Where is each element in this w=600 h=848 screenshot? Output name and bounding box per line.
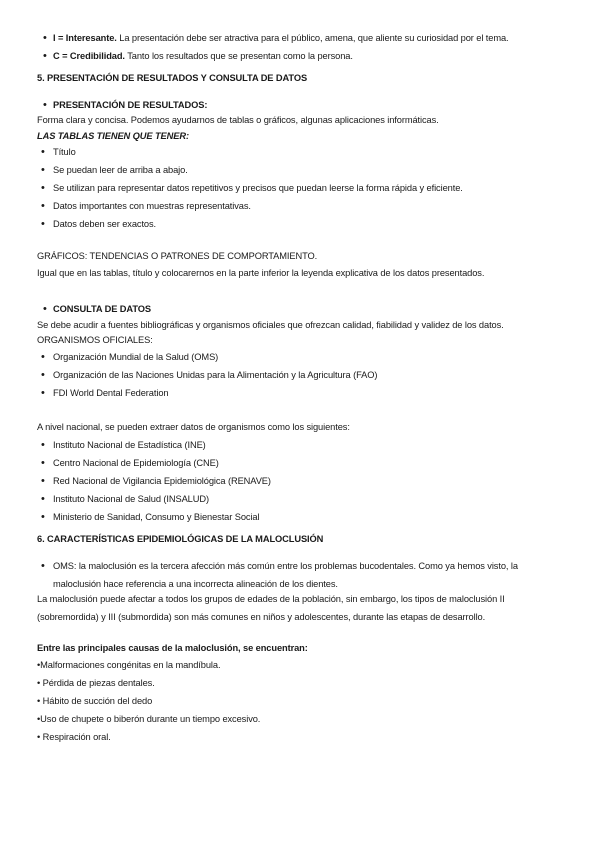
list-item: • Ministerio de Sanidad, Consumo y Bienestar Social — [37, 511, 559, 524]
bullet-text: La presentación debe ser atractiva para el público, amena, que aliente su curiosidad por el tema. — [116, 33, 509, 43]
organismos-label: ORGANISMOS OFICIALES: — [37, 335, 153, 345]
list-item: • Organización Mundial de la Salud (OMS) — [37, 351, 559, 364]
oms-list — [37, 560, 559, 591]
list-item — [37, 303, 559, 316]
causa-item: •Malformaciones congénitas en la mandíbula. — [37, 660, 221, 670]
bullet-label: C = Credibilidad. — [53, 51, 125, 61]
list-item: • Instituto Nacional de Salud (INSALUD) — [37, 493, 559, 506]
nacional-intro: A nivel nacional, se pueden extraer datos de organismos como los siguientes: — [37, 422, 350, 432]
causa-item: • Hábito de succión del dedo — [37, 696, 153, 706]
list-item — [37, 50, 559, 63]
tablas-heading: LAS TABLAS TIENEN QUE TENER: — [37, 131, 189, 141]
list-item: • Datos importantes con muestras representativas. — [37, 200, 559, 213]
maloclusion-para-line-2: (sobremordida) y III (submordida) son más comunes en niños y adolescentes, durante las etapas de desarrollo. — [37, 612, 486, 622]
causa-item: • Respiración oral. — [37, 732, 111, 742]
graficos-heading: GRÁFICOS: TENDENCIAS O PATRONES DE COMPORTAMIENTO. — [37, 251, 318, 261]
oms-line-2: maloclusión hace referencia a una incorrecta alineación de los dientes. — [53, 579, 338, 589]
list-item: • Organización de las Naciones Unidas para la Alimentación y la Agricultura (FAO) — [37, 369, 559, 382]
list-item: • FDI World Dental Federation — [37, 387, 559, 400]
list-item: • Instituto Nacional de Estadística (INE) — [37, 439, 559, 452]
nacional-list — [37, 439, 559, 524]
presentacion-heading: PRESENTACIÓN DE RESULTADOS: — [53, 100, 208, 110]
section-5-title: 5. PRESENTACIÓN DE RESULTADOS Y CONSULTA DE DATOS — [37, 73, 308, 83]
organismos-list — [37, 351, 559, 400]
causa-item: •Uso de chupete o biberón durante un tiempo excesivo. — [37, 714, 261, 724]
list-item: • Se puedan leer de arriba a abajo. — [37, 164, 559, 177]
maloclusion-para-line-1: La maloclusión puede afectar a todos los grupos de edades de la población, sin embargo, los tipos de maloclusión II — [37, 594, 505, 604]
bullet-text: Tanto los resultados que se presentan como la persona. — [124, 51, 353, 61]
list-item: • Red Nacional de Vigilancia Epidemiológica (RENAVE) — [37, 475, 559, 488]
top-bullet-list — [37, 32, 559, 63]
list-item: • Título — [37, 146, 559, 159]
list-item: • Centro Nacional de Epidemiología (CNE) — [37, 457, 559, 470]
list-item: • Se utilizan para representar datos repetitivos y precisos que puedan leerse la forma rápida y eficiente. — [37, 182, 559, 195]
list-item — [37, 32, 559, 45]
list-item — [37, 99, 559, 112]
section-6-title: 6. CARACTERÍSTICAS EPIDEMIOLÓGICAS DE LA MALOCLUSIÓN — [37, 534, 324, 544]
consulta-heading-list — [37, 303, 559, 316]
list-item: • Datos deben ser exactos. — [37, 218, 559, 231]
causas-heading: Entre las principales causas de la maloclusión, se encuentran: — [37, 643, 308, 653]
oms-line-1: OMS: la maloclusión es la tercera afección más común entre los problemas bucodentales. Como ya hemos visto, la — [53, 561, 518, 571]
document-content — [37, 32, 559, 749]
list-item — [37, 560, 559, 591]
presentacion-heading-list — [37, 99, 559, 112]
consulta-heading: CONSULTA DE DATOS — [53, 304, 151, 314]
causa-item: • Pérdida de piezas dentales. — [37, 678, 155, 688]
presentacion-text: Forma clara y concisa. Podemos ayudarnos de tablas o gráficos, algunas aplicaciones informáticas. — [37, 115, 439, 125]
tablas-list — [37, 146, 559, 231]
graficos-text: Igual que en las tablas, título y colocarernos en la parte inferior la leyenda explicativa de los datos presentados. — [37, 268, 485, 278]
bullet-label: I = Interesante. — [53, 33, 117, 43]
consulta-text: Se debe acudir a fuentes bibliográficas y organismos oficiales que ofrezcan calidad, fiabilidad y validez de los datos. — [37, 320, 504, 330]
